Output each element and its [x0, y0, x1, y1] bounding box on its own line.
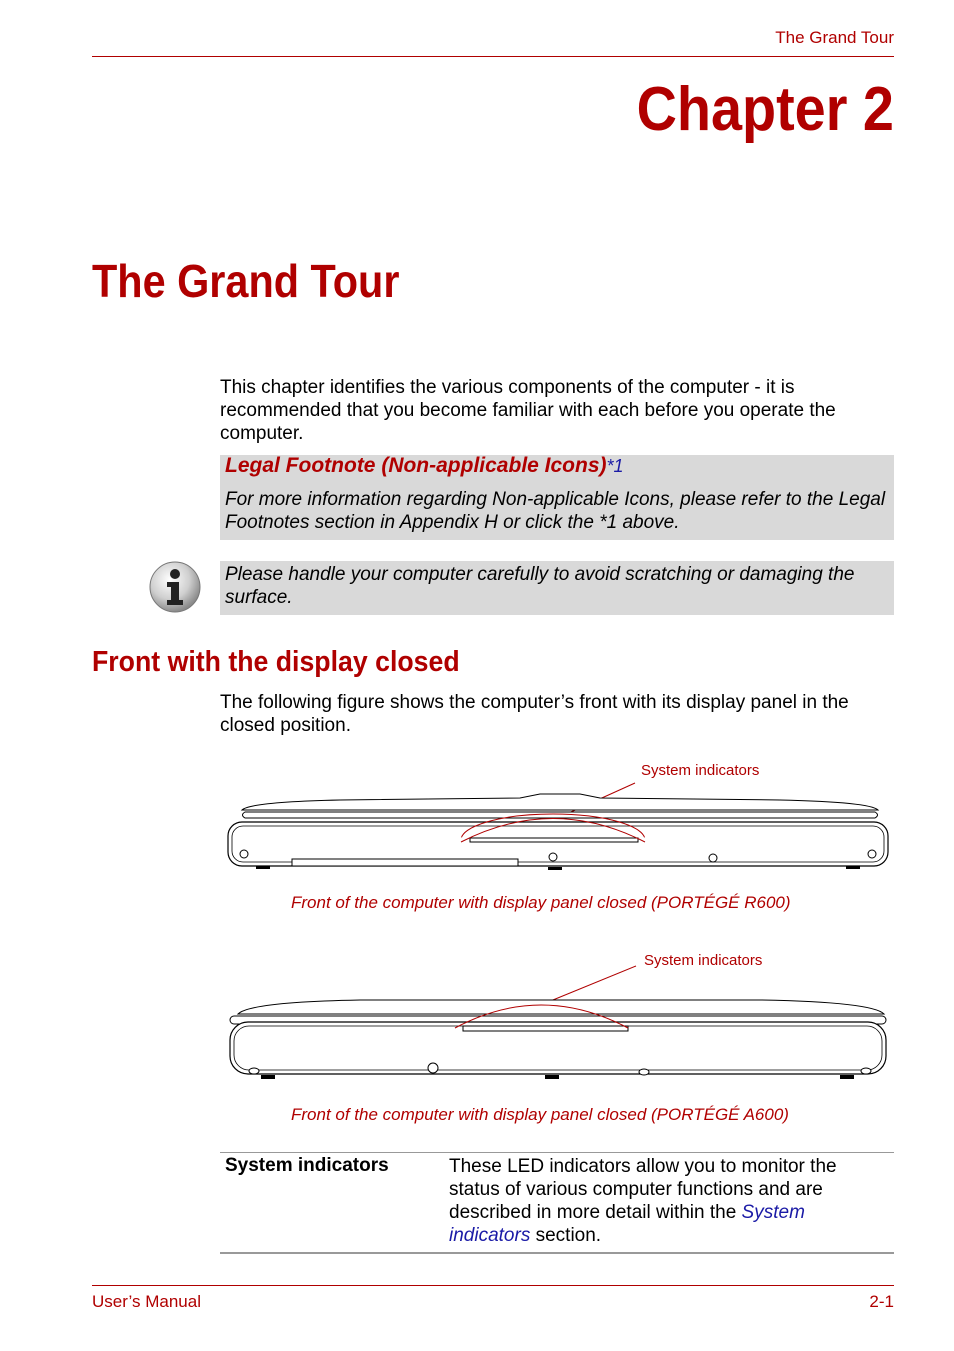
chapter-label: Chapter 2 [636, 75, 894, 144]
figure-1-caption: Front of the computer with display panel closed (PORTÉGÉ R600) [291, 893, 791, 912]
figure-1-label: System indicators [641, 762, 760, 779]
table-description [449, 1155, 889, 1247]
system-indicators-link[interactable]: System indicators [449, 1202, 805, 1246]
info-icon [148, 560, 202, 614]
figure-2-label: System indicators [644, 952, 763, 969]
laptop-r600-illustration [220, 780, 900, 880]
running-header: The Grand Tour [775, 28, 894, 47]
note-text: Please handle your computer carefully to avoid scratching or damaging the surface. [225, 564, 855, 608]
figure-2-caption: Front of the computer with display panel closed (PORTÉGÉ A600) [291, 1105, 789, 1124]
table-desc-text: These LED indicators allow you to monitor the status of various computer functions and are described in more detail within the [449, 1156, 837, 1223]
laptop-a600-illustration [220, 962, 900, 1082]
header-divider [92, 56, 894, 57]
footer-manual-name: User’s Manual [92, 1292, 201, 1311]
table-term: System indicators [225, 1155, 389, 1176]
page-number: 2-1 [869, 1292, 894, 1311]
table-top-rule [220, 1152, 894, 1153]
legal-footnote-title [225, 454, 624, 478]
intro-paragraph: This chapter identifies the various components of the computer - it is recommended that you become familiar with each before you operate the computer. [220, 377, 836, 444]
section-heading: Front with the display closed [92, 646, 460, 678]
footer-divider [92, 1285, 894, 1286]
section-paragraph: The following figure shows the computer’s front with its display panel in the closed position. [220, 692, 849, 736]
table-desc-tail: section. [530, 1225, 602, 1246]
legal-footnote-body: For more information regarding Non-applicable Icons, please refer to the Legal Footnotes section in Appendix H or click the *1 above. [225, 489, 886, 533]
footnote-ref-link[interactable]: *1 [606, 456, 624, 476]
legal-footnote-title-text: Legal Footnote (Non-applicable Icons) [225, 454, 607, 477]
table-bottom-rule [220, 1252, 894, 1254]
chapter-title: The Grand Tour [92, 255, 400, 307]
